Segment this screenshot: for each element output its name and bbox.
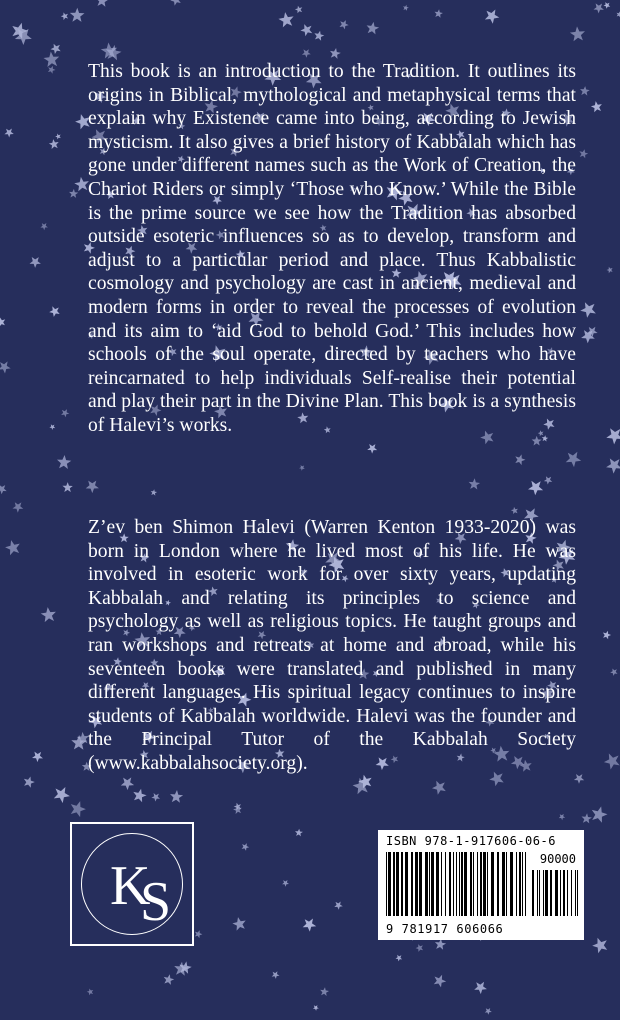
barcode-bar — [393, 852, 395, 916]
star-icon — [314, 31, 324, 41]
star-icon — [606, 458, 620, 473]
star-icon — [62, 482, 72, 492]
star-icon — [610, 669, 617, 676]
star-icon — [485, 10, 499, 24]
barcode-bar — [396, 852, 399, 916]
star-icon — [295, 6, 302, 14]
star-icon — [133, 789, 146, 803]
isbn-label: ISBN 978-1-917606-06-6 — [386, 834, 556, 848]
star-icon — [13, 502, 24, 512]
star-icon — [70, 8, 85, 22]
barcode-bar — [497, 852, 499, 916]
star-icon — [121, 777, 134, 790]
star-icon — [170, 790, 183, 803]
barcode-bar — [555, 870, 558, 916]
star-icon — [54, 787, 70, 803]
star-icon — [164, 974, 175, 985]
logo-circle — [81, 833, 183, 935]
star-icon — [232, 917, 245, 931]
star-icon — [282, 880, 289, 887]
ean-digits: 9 781917 606066 — [386, 922, 504, 936]
star-icon — [272, 971, 280, 979]
barcode-bar — [550, 870, 552, 916]
barcode-bar — [429, 852, 430, 916]
author-biography: Z’ev ben Shimon Halevi (Warren Kenton 1933-2020) was born in London where he lived most of his life. He was involved in esoteric work for over sixty years, updating Kabbalah and relating its principles to science and psychology as well as religious topics. He taught groups and ran workshops and retreats at home and abroad, while his seventeen books were translated and published in many different languages. His spiritual legacy continues to inspire students of Kabbalah worldwide. Halevi was the founder and the Principal Tutor of the Kabbalah Society (www.kabbalahsociety.org). — [88, 517, 576, 774]
barcode-bar — [473, 852, 474, 916]
star-icon — [24, 777, 35, 788]
star-icon — [367, 22, 380, 35]
star-icon — [340, 20, 349, 29]
star-icon — [44, 52, 60, 67]
barcode-bar — [449, 852, 451, 916]
star-icon — [604, 2, 611, 9]
barcode-bar — [543, 870, 544, 916]
barcode-bar — [532, 870, 534, 916]
barcode-bar — [506, 852, 507, 916]
star-icon — [61, 12, 68, 20]
star-icon — [96, 0, 109, 7]
star-icon — [32, 752, 43, 763]
barcode-bar — [525, 852, 526, 916]
star-icon — [30, 257, 41, 268]
barcode-bar — [388, 852, 391, 916]
star-icon — [416, 944, 424, 952]
star-icon — [69, 189, 78, 198]
star-icon — [55, 134, 61, 140]
barcode-bar — [483, 852, 486, 916]
star-icon — [303, 919, 317, 932]
barcode-bars — [386, 852, 526, 916]
barcode-bar — [411, 852, 413, 916]
star-icon — [49, 424, 55, 430]
star-icon — [604, 753, 620, 769]
barcode — [378, 830, 584, 940]
logo-letter-s: S — [140, 871, 172, 933]
star-icon — [603, 631, 611, 640]
star-icon — [334, 902, 343, 910]
star-icon — [435, 939, 446, 950]
barcode-bar — [510, 852, 513, 916]
star-icon — [617, 11, 620, 17]
star-icon — [51, 44, 61, 54]
star-icon — [592, 806, 608, 822]
star-icon — [435, 9, 443, 17]
barcode-bar — [519, 852, 521, 916]
price-code: 90000 — [539, 852, 576, 866]
star-icon — [528, 481, 543, 496]
star-icon — [320, 987, 329, 996]
barcode-bar — [464, 852, 467, 916]
star-icon — [582, 813, 592, 823]
star-icon — [591, 101, 602, 112]
logo-letter-k: K — [110, 855, 151, 917]
barcode-bar — [537, 870, 538, 916]
barcode-bar — [575, 870, 576, 916]
barcode-bar — [563, 870, 565, 916]
star-icon — [559, 814, 565, 820]
star-icon — [302, 49, 311, 58]
star-icon — [0, 317, 5, 326]
star-icon — [607, 267, 613, 273]
star-icon — [579, 149, 588, 158]
star-icon — [396, 955, 403, 962]
publisher-logo — [70, 822, 194, 946]
barcode-bar — [441, 852, 442, 916]
barcode-bar — [477, 852, 478, 916]
star-icon — [594, 3, 604, 13]
star-icon — [592, 938, 607, 954]
barcode-bar — [470, 852, 472, 916]
star-icon — [432, 781, 446, 795]
star-icon — [40, 223, 48, 230]
star-icon — [5, 540, 20, 555]
barcode-bar — [431, 852, 434, 916]
star-icon — [61, 409, 69, 417]
barcode-bar — [480, 852, 482, 916]
barcode-bar — [405, 852, 408, 916]
star-icon — [469, 478, 481, 489]
star-icon — [299, 465, 305, 471]
barcode-bar — [567, 870, 568, 916]
star-icon — [195, 930, 203, 938]
star-icon — [313, 1005, 319, 1011]
star-icon — [278, 12, 293, 27]
star-icon — [74, 177, 89, 191]
star-icon — [4, 129, 13, 138]
barcode-bar — [386, 852, 387, 916]
star-icon — [41, 607, 56, 622]
star-icon — [49, 306, 60, 317]
star-icon — [71, 801, 86, 817]
star-icon — [367, 444, 377, 454]
star-icon — [86, 481, 99, 494]
barcode-bar — [419, 852, 422, 916]
barcode-bar — [491, 852, 494, 916]
star-icon — [0, 361, 11, 373]
barcode-bar — [425, 852, 428, 916]
star-icon — [0, 485, 7, 495]
barcode-bar — [545, 870, 548, 916]
star-icon — [570, 26, 585, 41]
barcode-addon-bars — [532, 870, 578, 916]
star-icon — [170, 0, 181, 6]
barcode-bar — [456, 852, 457, 916]
star-icon — [151, 793, 160, 802]
barcode-bar — [522, 852, 523, 916]
star-icon — [49, 139, 59, 149]
star-icon — [580, 302, 596, 318]
barcode-bar — [459, 852, 460, 916]
barcode-bar — [539, 870, 540, 916]
book-description: This book is an introduction to the Tradition. It outlines its origins in Biblical, mythological and metaphysical terms that explain why Existence came into being, according to Jewish mysticism. It also gives a brief history of Kabbalah which has gone under different names such as the Work of Creation, the Chariot Riders or simply ‘Those who Know.’ While the Bible is the prime source we see how the Tradition has absorbed outside esoteric influences so as to develop, transform and adjust to a particular period and place. Thus Kabbalistic cosmology and psychology are cast in ancient, medieval and modern forms in order to reveal the processes of evolution and its aim to ‘aid God to behold God.’ This includes how schools of the soul operate, directed by teachers who have reincarnated to help individuals Self-realise their potential and play their part in the Divine Plan. This book is a synthesis of Halevi’s works. — [88, 61, 576, 436]
star-icon — [48, 66, 56, 74]
star-icon — [403, 5, 409, 11]
star-icon — [151, 489, 157, 495]
barcode-bar — [560, 870, 561, 916]
star-icon — [566, 452, 582, 467]
star-icon — [434, 975, 446, 988]
star-icon — [330, 48, 341, 59]
star-icon — [242, 843, 250, 851]
star-icon — [300, 24, 312, 36]
barcode-bar — [461, 852, 463, 916]
barcode-bar — [436, 852, 439, 916]
barcode-bar — [453, 852, 454, 916]
barcode-bar — [571, 870, 572, 916]
star-icon — [87, 989, 93, 996]
barcode-bar — [487, 852, 488, 916]
barcode-bar — [401, 852, 403, 916]
star-icon — [606, 428, 620, 444]
star-icon — [57, 455, 71, 469]
barcode-bar — [502, 852, 505, 916]
barcode-bar — [415, 852, 418, 916]
star-icon — [485, 1008, 492, 1015]
star-icon — [515, 454, 525, 465]
barcode-bar — [516, 852, 517, 916]
barcode-bar — [577, 870, 578, 916]
star-icon — [511, 507, 518, 514]
star-icon — [474, 982, 487, 994]
barcode-bar — [445, 852, 446, 916]
star-icon — [295, 829, 303, 837]
star-icon — [580, 86, 590, 96]
star-icon — [544, 476, 552, 484]
